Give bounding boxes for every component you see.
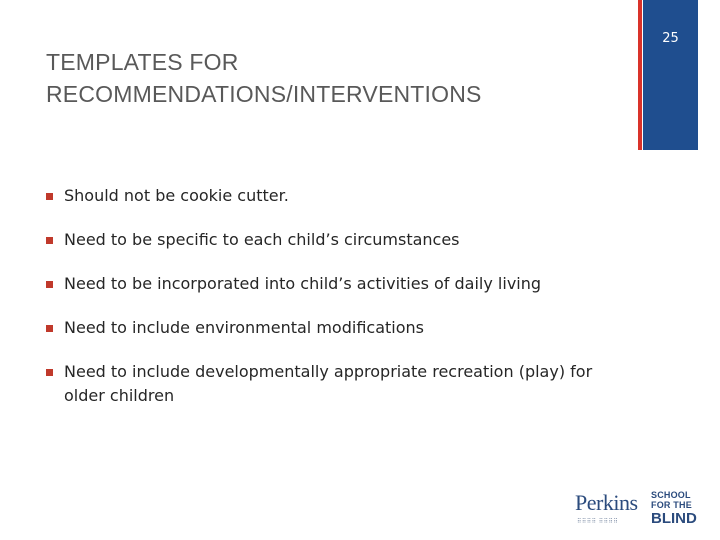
bullet-list [46, 184, 636, 428]
slide-number: 25 [662, 31, 679, 46]
bullet-text: Need to be incorporated into child’s activities of daily living [64, 274, 542, 293]
bullet-square-icon [46, 193, 53, 200]
slide-title: TEMPLATES FOR RECOMMENDATIONS/INTERVENTIONS [46, 49, 482, 107]
bullet-item [46, 184, 636, 208]
logo-wordmark: Perkins [575, 490, 638, 515]
slide-number-panel [643, 0, 698, 150]
bullet-text: Need to include environmental modifications [64, 318, 424, 337]
bullet-item [46, 316, 636, 340]
logo-school-text [651, 490, 692, 510]
bullet-square-icon [46, 369, 53, 376]
logo-braille-dots: ⠿⠿⠿⠿ ⠿⠿⠿⠿ [577, 519, 619, 525]
logo-school-line2: FOR THE [651, 500, 692, 510]
perkins-logo [575, 488, 710, 530]
bullet-text: Need to include developmentally appropriate recreation (play) for older children [64, 362, 593, 405]
bullet-square-icon [46, 237, 53, 244]
bullet-square-icon [46, 281, 53, 288]
accent-red-bar [638, 0, 642, 150]
bullet-text: Need to be specific to each child’s circumstances [64, 230, 460, 249]
bullet-text: Should not be cookie cutter. [64, 186, 289, 205]
bullet-item [46, 360, 636, 408]
logo-school-line1: SCHOOL [651, 490, 691, 500]
bullet-item [46, 228, 636, 252]
bullet-square-icon [46, 325, 53, 332]
logo-school-line3: BLIND [651, 510, 697, 527]
bullet-item [46, 272, 636, 296]
